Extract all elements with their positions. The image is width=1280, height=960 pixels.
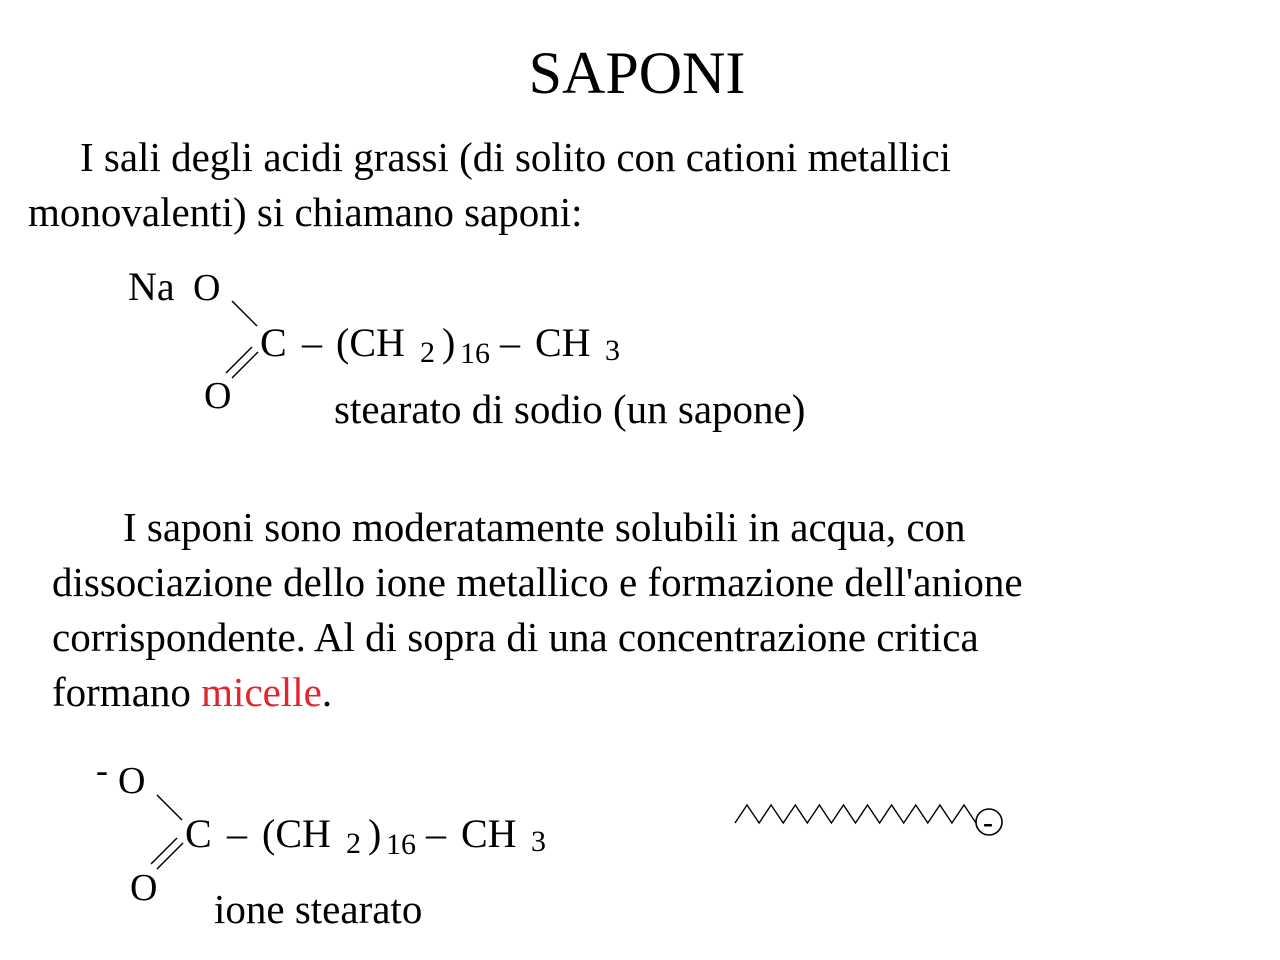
body-paragraph-line-1: I saponi sono moderatamente solubili in acqua, con: [123, 504, 966, 550]
chain-close: ): [368, 811, 382, 856]
subscript-2: 2: [346, 827, 361, 860]
body-paragraph-line-2: dissociazione dello ione metallico e formazione dell'anione: [52, 559, 1023, 605]
chain-open: (CH: [336, 320, 405, 365]
bond-dash: –: [500, 320, 520, 365]
line-period: .: [321, 669, 333, 715]
sodium-stearate-caption: stearato di sodio (un sapone): [334, 386, 806, 432]
chain-open: (CH: [262, 811, 331, 856]
oxygen-top-label: O: [118, 760, 146, 802]
negative-charge-label: -: [96, 750, 108, 790]
body-paragraph-line-3: corrispondente. Al di sopra di una concentrazione critica: [52, 614, 979, 660]
terminal-group: CH: [461, 811, 517, 856]
intro-paragraph-line-2: monovalenti) si chiamano saponi:: [28, 189, 583, 235]
subscript-3: 3: [605, 334, 620, 367]
bond-dash: –: [227, 811, 247, 856]
subscript-16: 16: [460, 337, 490, 370]
oxygen-top-label: O: [193, 267, 221, 309]
subscript-16: 16: [386, 828, 416, 861]
intro-paragraph-line-1: I sali degli acidi grassi (di solito con cationi metallici: [80, 134, 952, 180]
sodium-label: Na: [128, 264, 175, 309]
line-text: formano: [52, 669, 202, 715]
oxygen-bottom-label: O: [204, 375, 232, 417]
bond-dash: –: [426, 811, 446, 856]
subscript-3: 3: [531, 825, 546, 858]
subscript-2: 2: [420, 336, 435, 369]
terminal-group: CH: [535, 320, 591, 365]
anionic-head-charge: -: [983, 806, 993, 839]
bond-dash: –: [302, 320, 322, 365]
oxygen-bottom-label: O: [130, 867, 158, 909]
carbon-label: C: [260, 320, 287, 365]
chain-close: ): [442, 320, 456, 365]
carbon-label: C: [185, 811, 212, 856]
micelle-highlight: micelle: [201, 669, 322, 715]
slide-title: SAPONI: [528, 40, 746, 106]
zigzag-chain: [735, 805, 976, 823]
stearate-ion-caption: ione stearato: [214, 886, 423, 932]
